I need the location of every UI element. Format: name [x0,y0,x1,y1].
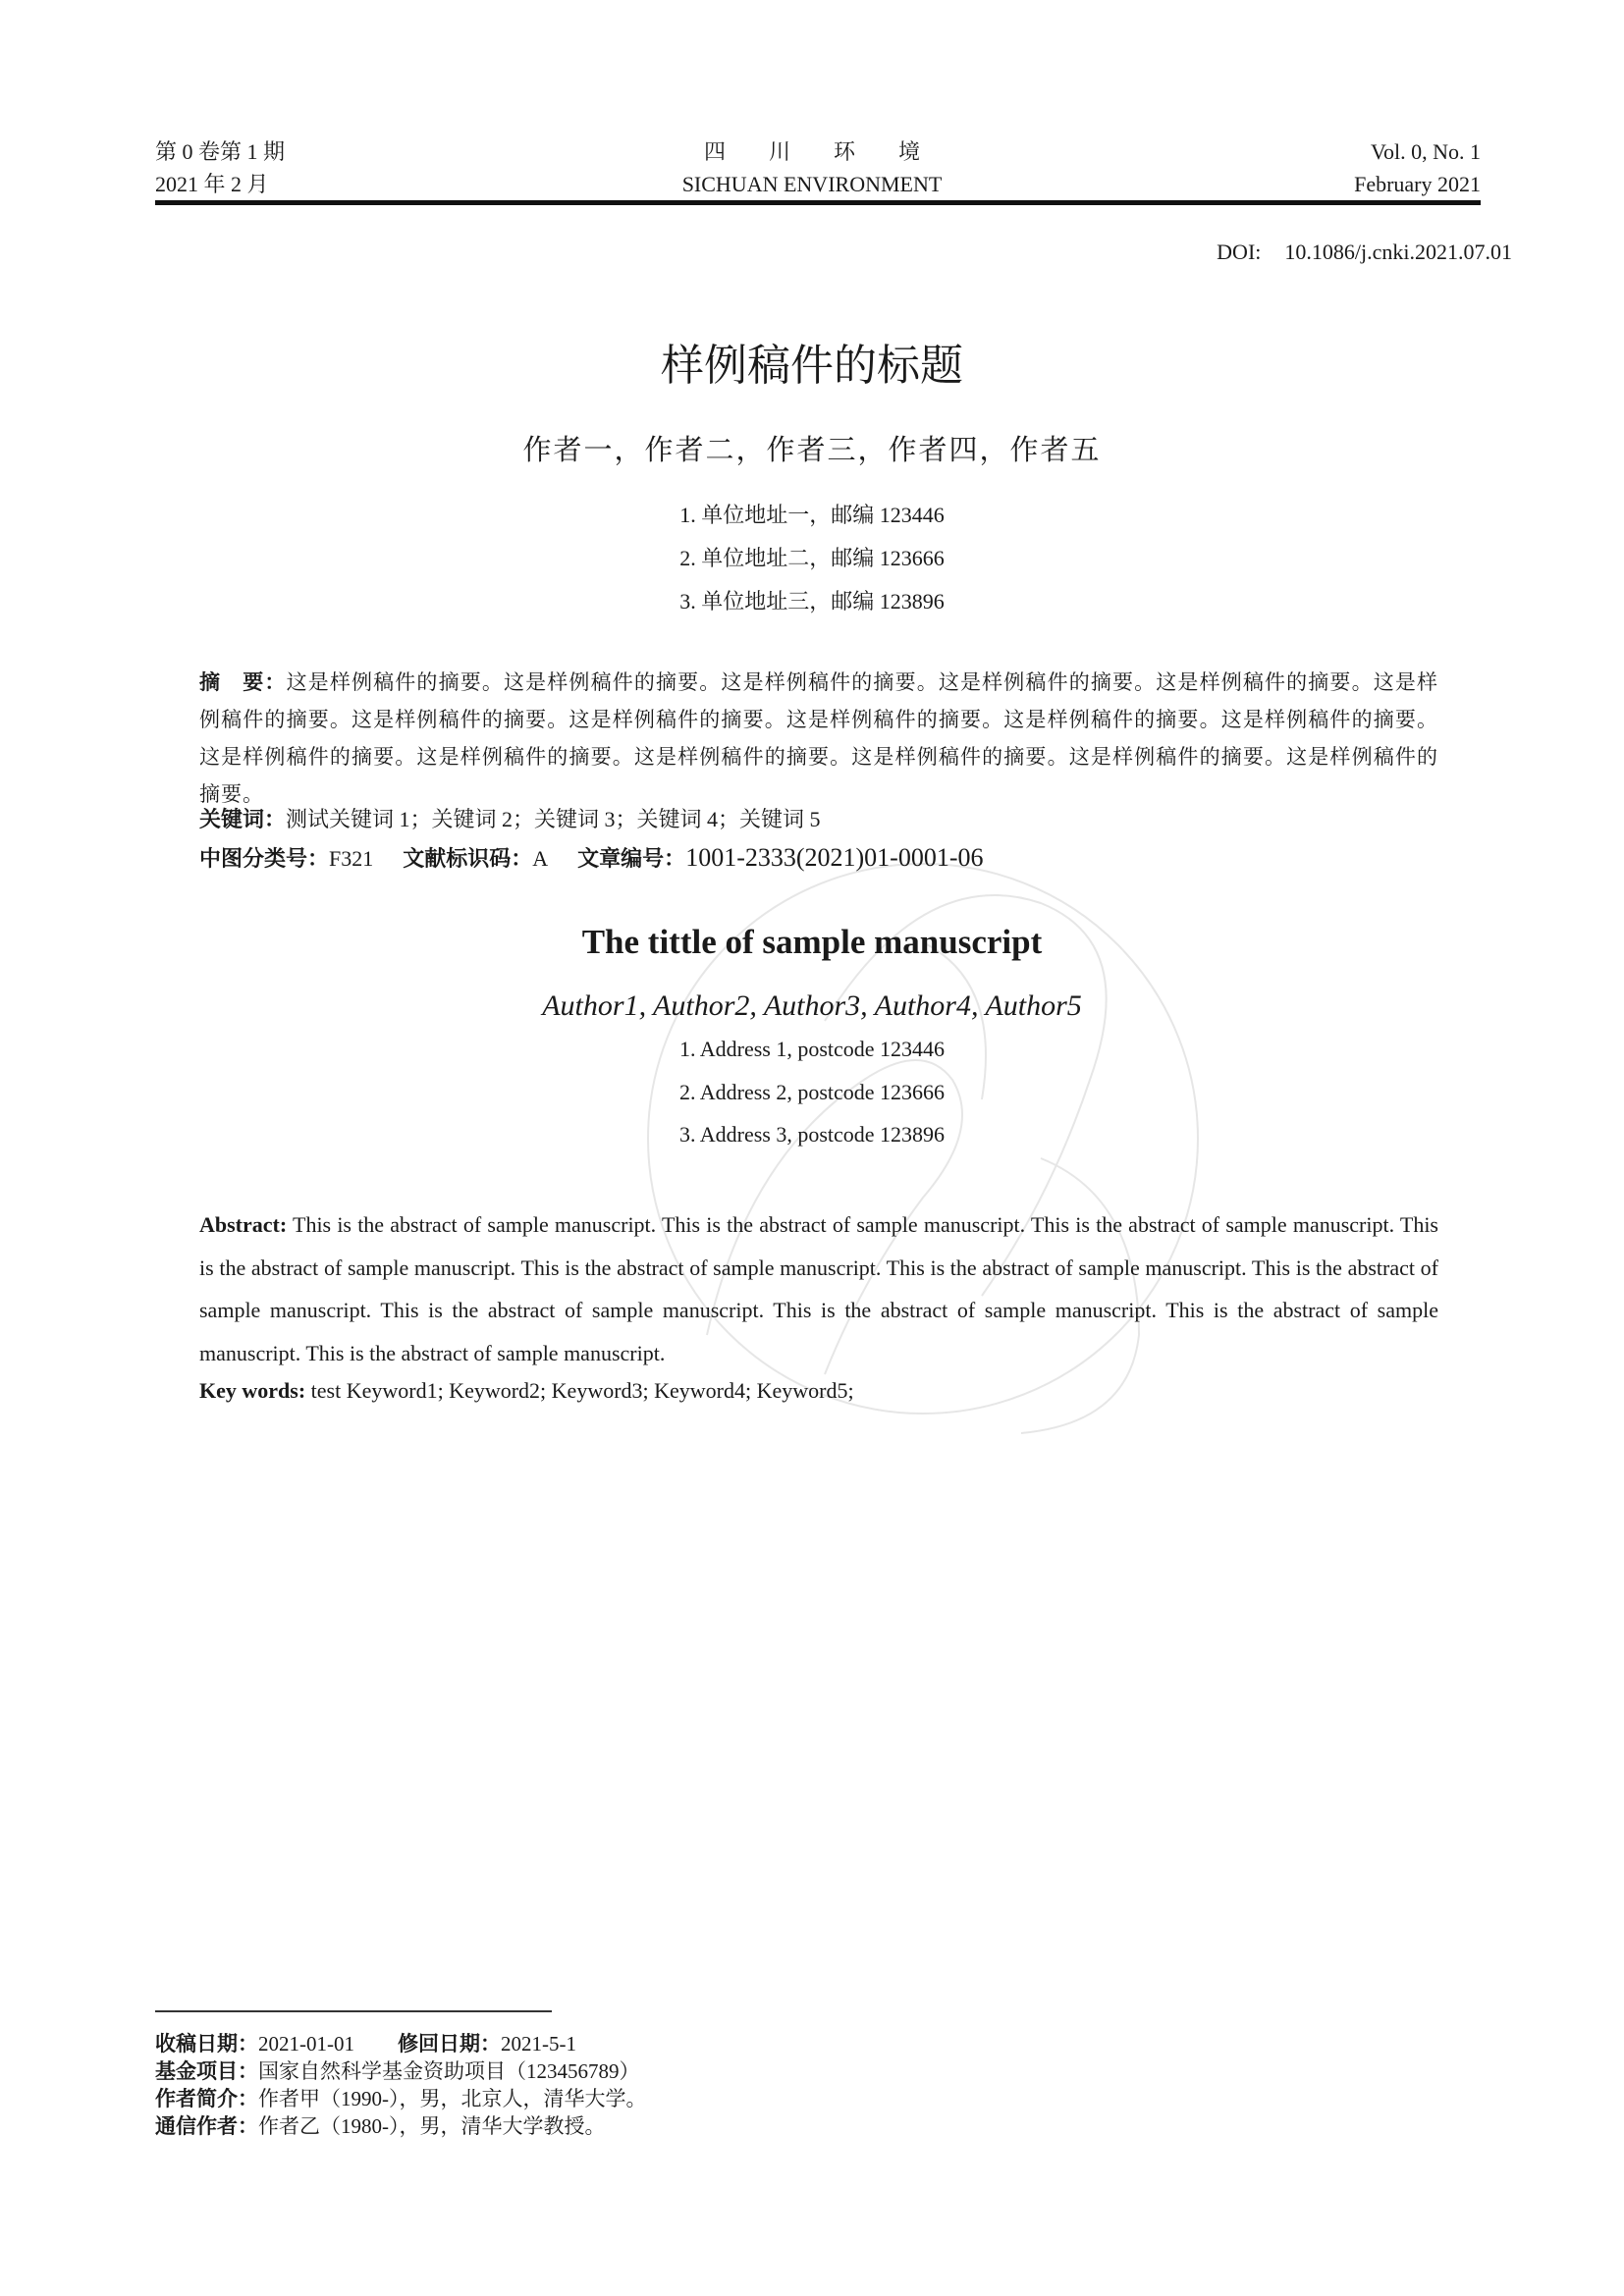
keywords-cn-label: 关键词： [199,808,287,832]
journal-name-cn: 四川环境 [703,139,963,164]
doi-value: 10.1086/j.cnki.2021.07.01 [1284,240,1512,264]
authors-cn: 作者一，作者二，作者三，作者四，作者五 [522,435,1102,466]
keywords-cn-text: 测试关键词 1；关键词 2；关键词 3；关键词 4；关键词 5 [286,807,821,831]
author-bio-value: 作者甲（1990-），男，北京人，清华大学。 [258,2087,647,2110]
article-no-label: 文章编号： [577,847,686,872]
affiliation-cn-1: 1. 单位地址一，邮编 123446 [679,503,945,527]
keywords-en [199,1378,854,1404]
header-volume-en: Vol. 0, No. 1 [1370,139,1481,164]
authors-en: Author1, Author2, Author3, Author4, Author5 [542,989,1082,1022]
doi-line [1217,240,1512,265]
doi-label: DOI: [1217,240,1262,264]
affiliation-cn-3: 3. 单位地址三，邮编 123896 [679,589,945,614]
footnote-rule [155,2010,552,2012]
footnote-dates [155,2030,576,2057]
footnote-author-bio [155,2085,647,2112]
doc-code-label: 文献标识码： [403,847,533,872]
abstract-cn-text: 这是样例稿件的摘要。这是样例稿件的摘要。这是样例稿件的摘要。这是样例稿件的摘要。这是样例稿件的摘要。这是样例稿件的摘要。这是样例稿件的摘要。这是样例稿件的摘要。这是样例稿件的摘要。这是样例稿件的摘要。这是样例稿件的摘要。这是样例稿件的摘要。这是样例稿件的摘要。这是样例稿件的摘要。这是样例稿件的摘要。这是样例稿件的摘要。这是样例稿件的摘要。 [199,670,1439,806]
affiliation-en-2: 2. Address 2, postcode 123666 [678,1080,946,1104]
clc-label: 中图分类号： [199,847,330,872]
header-date-en: February 2021 [1354,172,1481,196]
header-date-cn: 2021 年 2 月 [155,172,269,196]
page-title-en: The tittle of sample manuscript [581,923,1043,961]
fund-value: 国家自然科学基金资助项目（123456789） [258,2059,640,2083]
footnote-corresponding [155,2112,606,2140]
fund-label: 基金项目： [155,2059,258,2083]
header-volume-cn: 第 0 卷第 1 期 [155,139,286,164]
affiliation-en-1: 1. Address 1, postcode 123446 [678,1037,946,1061]
abstract-cn [199,664,1438,813]
header-rule [155,200,1481,205]
header-journal-name [616,135,1008,200]
received-label: 收稿日期： [155,2032,258,2056]
revised-value: 2021-5-1 [501,2032,576,2056]
corresponding-value: 作者乙（1980-），男，清华大学教授。 [258,2114,606,2138]
affiliation-en-3: 3. Address 3, postcode 123896 [678,1122,946,1147]
classification-line [199,842,983,873]
footnote-fund [155,2057,640,2085]
revised-label: 修回日期： [398,2032,501,2056]
keywords-cn [199,803,821,833]
header-issue-info [155,135,285,200]
article-no-value: 1001-2333(2021)01-0001-06 [685,843,984,872]
abstract-en [199,1203,1438,1374]
abstract-en-label: Abstract: [199,1212,288,1237]
doc-code-value: A [532,846,549,871]
abstract-cn-label: 摘 要： [199,670,287,694]
affiliation-cn-2: 2. 单位地址二，邮编 123666 [679,546,945,570]
header-issue-info-en [1354,135,1481,200]
corresponding-label: 通信作者： [155,2114,258,2138]
author-bio-label: 作者简介： [155,2087,258,2110]
keywords-en-text: test Keyword1; Keyword2; Keyword3; Keyword4; Keyword5; [305,1378,854,1403]
clc-value: F321 [329,846,374,871]
keywords-en-label: Key words: [199,1378,306,1403]
page-title-cn: 样例稿件的标题 [661,341,963,391]
abstract-en-text: This is the abstract of sample manuscript. This is the abstract of sample manuscript. This is the abstract of sample manuscript. This is the abstract of sample manuscript. This is the abstract of sample manuscript. This is the abstract of sample manuscript. This is the abstract of sample manuscript. This is the abstract of sample manuscript. This is the abstract of sample manuscript. This is the abstract of sample manuscript. This is the abstract of sample manuscript. [199,1212,1438,1365]
journal-name-en: SICHUAN ENVIRONMENT [681,172,943,196]
received-value: 2021-01-01 [258,2032,354,2056]
